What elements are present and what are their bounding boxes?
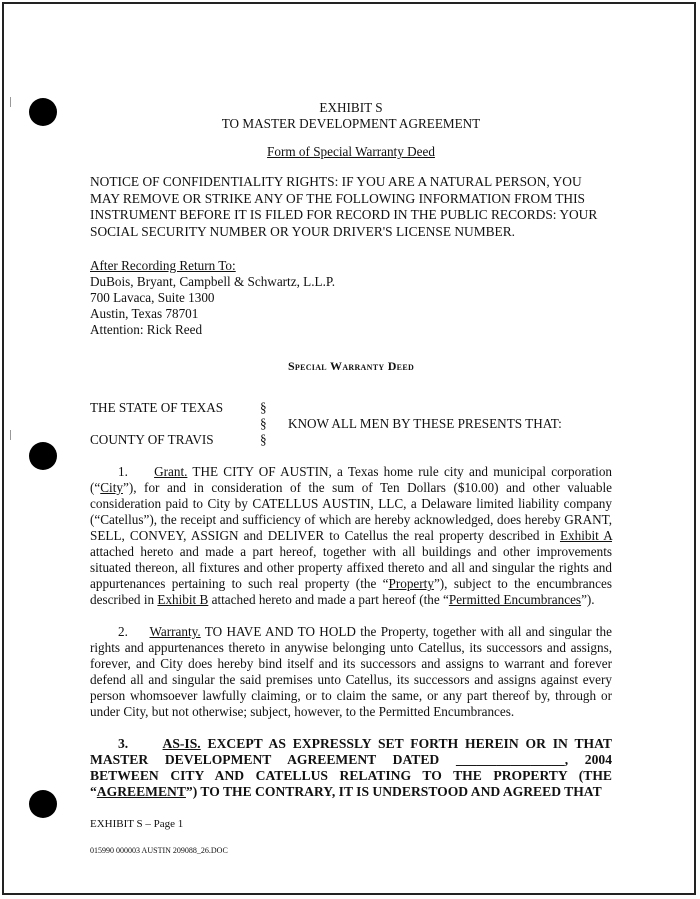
para-heading: Grant. <box>154 464 188 479</box>
defined-term: City <box>100 480 123 495</box>
state-line: THE STATE OF TEXAS <box>90 400 224 415</box>
para-text: ”), for and in consideration of the sum of Ten Dollars ($10.00) and other valuable consideration paid to City by CATELLUS AUSTIN, LLC, a Delaware limited liability company (“Catellus”), the receipt and sufficiency of which are hereby acknowledged, does hereby GRANT, SELL, CONVEY, ASSIGN and DELIVER to Catellus the real property described in <box>90 480 612 543</box>
para-heading: Warranty. <box>149 624 201 639</box>
return-line: Austin, Texas 78701 <box>90 306 199 321</box>
notice-line: NOTICE OF CONFIDENTIALITY RIGHTS: IF YOU ARE A NATURAL PERSON, YOU <box>90 174 582 189</box>
return-line: 700 Lavaca, Suite 1300 <box>90 290 215 305</box>
para-text: ”). <box>581 592 595 607</box>
section-mark: § <box>260 400 267 415</box>
para-heading: AS-IS. <box>162 736 201 751</box>
form-title: Form of Special Warranty Deed <box>267 144 435 159</box>
page-footer: EXHIBIT S – Page 1 <box>90 818 184 830</box>
scan-mark <box>10 97 11 107</box>
section-mark: § <box>260 416 267 431</box>
confidentiality-notice <box>90 174 612 240</box>
para-text: TO HAVE AND TO HOLD the Property, together with all and singular the rights and appurtenances thereto in anywise belonging unto Catellus, its successors and assigns, forever, and City does hereby bind itself and its successors and assigns to warrant and forever defend all and singular the said premises unto Catellus, its successors and assigns against every person whomsoever lawfully claiming, or to claim the same, or any part thereof by, through or under City, but not otherwise; subject, however, to the Permitted Encumbrances. <box>90 624 612 719</box>
defined-term: Permitted Encumbrances <box>448 592 582 607</box>
notice-line: MAY REMOVE OR STRIKE ANY OF THE FOLLOWING INFORMATION FROM THIS <box>90 190 585 206</box>
exhibit-subtitle: TO MASTER DEVELOPMENT AGREEMENT <box>221 116 481 131</box>
notice-line: SOCIAL SECURITY NUMBER OR YOUR DRIVER'S LICENSE NUMBER. <box>90 223 515 239</box>
return-heading: After Recording Return To: <box>90 258 236 273</box>
document-id: 015990 000003 AUSTIN 209088_26.DOC <box>90 846 228 855</box>
paragraph-warranty <box>90 624 612 720</box>
scan-mark <box>10 430 11 440</box>
deed-title: Special Warranty Deed <box>287 359 415 373</box>
section-mark: § <box>260 432 267 447</box>
notice-line: INSTRUMENT BEFORE IT IS FILED FOR RECORD IN THE PUBLIC RECORDS: YOUR <box>90 207 598 222</box>
return-address <box>90 258 612 338</box>
defined-term: AGREEMENT <box>96 784 186 799</box>
defined-term: Property <box>388 576 434 591</box>
para-text: EXCEPT AS EXPRESSLY SET FORTH HEREIN OR IN THAT MASTER DEVELOPMENT AGREEMENT DATED ________________, 2004 BETWEEN CITY AND CATELLUS RELATING TO THE PROPERTY (THE “ <box>90 736 612 799</box>
binder-hole-icon <box>29 98 57 126</box>
exhibit-reference: Exhibit A <box>559 528 612 543</box>
binder-hole-icon <box>29 442 57 470</box>
exhibit-reference: Exhibit B <box>157 592 209 607</box>
exhibit-title: EXHIBIT S <box>319 100 383 115</box>
para-text: THE CITY OF AUSTIN, a Texas home rule city and municipal corporation (“ <box>90 464 613 495</box>
para-number: 3. <box>118 736 129 751</box>
paragraph-grant <box>90 464 612 608</box>
county-line: COUNTY OF TRAVIS <box>90 432 214 447</box>
para-text: ”) TO THE CONTRARY, IT IS UNDERSTOOD AND AGREED THAT <box>185 784 602 799</box>
paragraph-as-is <box>90 736 612 800</box>
para-number: 1. <box>118 464 128 479</box>
para-text: attached hereto and made a part hereof (the “ <box>208 592 449 607</box>
document-body <box>90 100 612 800</box>
return-line: Attention: Rick Reed <box>90 322 203 337</box>
know-all-line: KNOW ALL MEN BY THESE PRESENTS THAT: <box>288 416 562 431</box>
para-number: 2. <box>118 624 128 639</box>
para-text: attached hereto and made a part hereof, together with all buildings and other improvements situated thereon, all fixtures and other property affixed thereto and all and singular the rights and appurtenances pertaining to such real property (the “ <box>90 544 612 591</box>
para-text: ”), subject to the encumbrances described in <box>90 576 612 607</box>
venue-block <box>90 400 612 450</box>
return-line: DuBois, Bryant, Campbell & Schwartz, L.L.P. <box>90 274 336 289</box>
binder-hole-icon <box>29 790 57 818</box>
